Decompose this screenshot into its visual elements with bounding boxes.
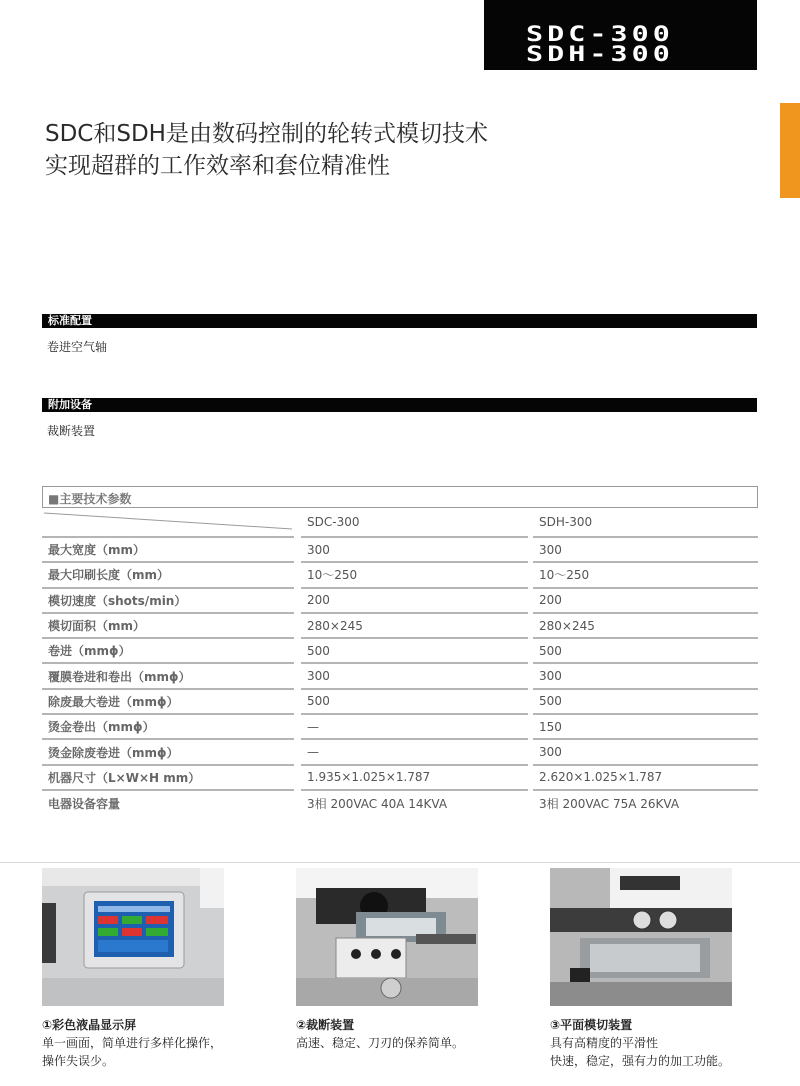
feature-desc-2a: 高速、稳定、刀刃的保养简单。 (296, 1036, 465, 1050)
spec-row (42, 664, 758, 689)
headline-line-2: 实现超群的工作效率和套位精准性 (45, 153, 390, 179)
feature-title-3: ③平面模切装置 (550, 1018, 633, 1032)
feature-caption-3 (550, 1016, 730, 1070)
spec-header-corner (42, 508, 294, 538)
spec-label-cell: 卷进（mmϕ） (42, 639, 294, 664)
spec-label-cell: 最大印刷长度（mm） (42, 563, 294, 588)
spec-row (42, 538, 758, 563)
feature-title-2: ②裁断装置 (296, 1018, 355, 1032)
standard-config-content: 卷进空气轴 (47, 340, 108, 354)
spec-sdc-cell: — (301, 715, 528, 740)
spec-label-cell: 模切面积（mm） (42, 614, 294, 639)
spec-sdh-cell: 280×245 (533, 614, 758, 639)
spec-sdc-cell: 3相 200VAC 40A 14KVA (307, 797, 448, 812)
spec-row (42, 639, 758, 664)
optional-equipment-content: 裁断装置 (47, 424, 96, 438)
spec-sdc-cell: 500 (301, 690, 528, 715)
spec-row (42, 740, 758, 765)
spec-sdh-cell: 500 (533, 639, 758, 664)
spec-sdh-cell: 150 (533, 715, 758, 740)
spec-header-row (42, 508, 758, 538)
feature-desc-1b: 操作失误少。 (42, 1054, 115, 1068)
feature-caption-1 (42, 1016, 222, 1070)
spec-label-cell: 机器尺寸（L×W×H mm） (42, 766, 294, 791)
spec-sdc-cell: 200 (301, 589, 528, 614)
spec-sdh-cell: 500 (533, 690, 758, 715)
spec-label-cell: 除废最大卷进（mmϕ） (42, 690, 294, 715)
spec-label-cell: 烫金除废卷进（mmϕ） (42, 740, 294, 765)
spec-table-title-text: ■主要技术参数 (48, 492, 132, 506)
feature-title-1: ①彩色液晶显示屏 (42, 1018, 137, 1032)
spec-sdc-cell: 280×245 (301, 614, 528, 639)
brand-model-sdh: SDH-300 (526, 42, 674, 66)
spec-table-title (42, 486, 758, 508)
spec-header-sdh: SDH-300 (533, 508, 758, 538)
spec-row (42, 614, 758, 639)
spec-label-cell: 电器设备容量 (48, 797, 121, 812)
optional-equipment-title: 附加设备 (48, 398, 92, 411)
brand-model-sdc: SDC-300 (526, 22, 674, 46)
spec-label-cell: 覆膜卷进和卷出（mmϕ） (42, 664, 294, 689)
spec-row (42, 563, 758, 588)
standard-config-title: 标准配置 (48, 314, 92, 327)
spec-sdh-cell: 300 (533, 538, 758, 563)
headline-line-1: SDC和SDH是由数码控制的轮转式模切技术 (45, 121, 488, 147)
spec-sdh-cell: 3相 200VAC 75A 26KVA (539, 797, 680, 812)
spec-row (42, 690, 758, 715)
spec-table (42, 486, 758, 816)
diagonal-divider-icon (44, 511, 292, 531)
touch-screen-photo (42, 868, 224, 1006)
optional-equipment-bar (42, 398, 757, 412)
spec-sdc-cell: — (301, 740, 528, 765)
spec-row (42, 589, 758, 614)
cutting-unit-photo (296, 868, 478, 1006)
feature-desc-1a: 单一画面，简单进行多样化操作， (42, 1036, 223, 1050)
spec-label-cell: 烫金卷出（mmϕ） (42, 715, 294, 740)
spec-sdh-cell: 200 (533, 589, 758, 614)
standard-config-bar (42, 314, 757, 328)
spec-sdc-cell: 500 (301, 639, 528, 664)
spec-row (42, 766, 758, 791)
spec-sdh-cell: 300 (533, 664, 758, 689)
section-divider (0, 862, 800, 863)
spec-sdc-cell: 10～250 (301, 563, 528, 588)
spec-row (42, 715, 758, 740)
headline (45, 118, 488, 182)
feature-desc-3a: 具有高精度的平滑性 (550, 1036, 659, 1050)
spec-sdc-cell: 300 (301, 664, 528, 689)
feature-desc-3b: 快速，稳定，强有力的加工功能。 (550, 1054, 731, 1068)
spec-header-sdc: SDC-300 (301, 508, 528, 538)
spec-table-body (42, 538, 758, 816)
spec-sdh-cell: 300 (533, 740, 758, 765)
spec-sdc-cell: 300 (301, 538, 528, 563)
spec-sdc-cell: 1.935×1.025×1.787 (301, 766, 528, 791)
brand-logo (484, 0, 757, 70)
side-accent-tab (780, 103, 800, 198)
spec-label-cell: 模切速度（shots/min） (42, 589, 294, 614)
spec-sdh-cell: 2.620×1.025×1.787 (533, 766, 758, 791)
spec-sdh-cell: 10～250 (533, 563, 758, 588)
spec-label-cell: 最大宽度（mm） (42, 538, 294, 563)
flatbed-die-cutter-photo (550, 868, 732, 1006)
spec-row (42, 791, 758, 816)
feature-caption-2 (296, 1016, 464, 1052)
